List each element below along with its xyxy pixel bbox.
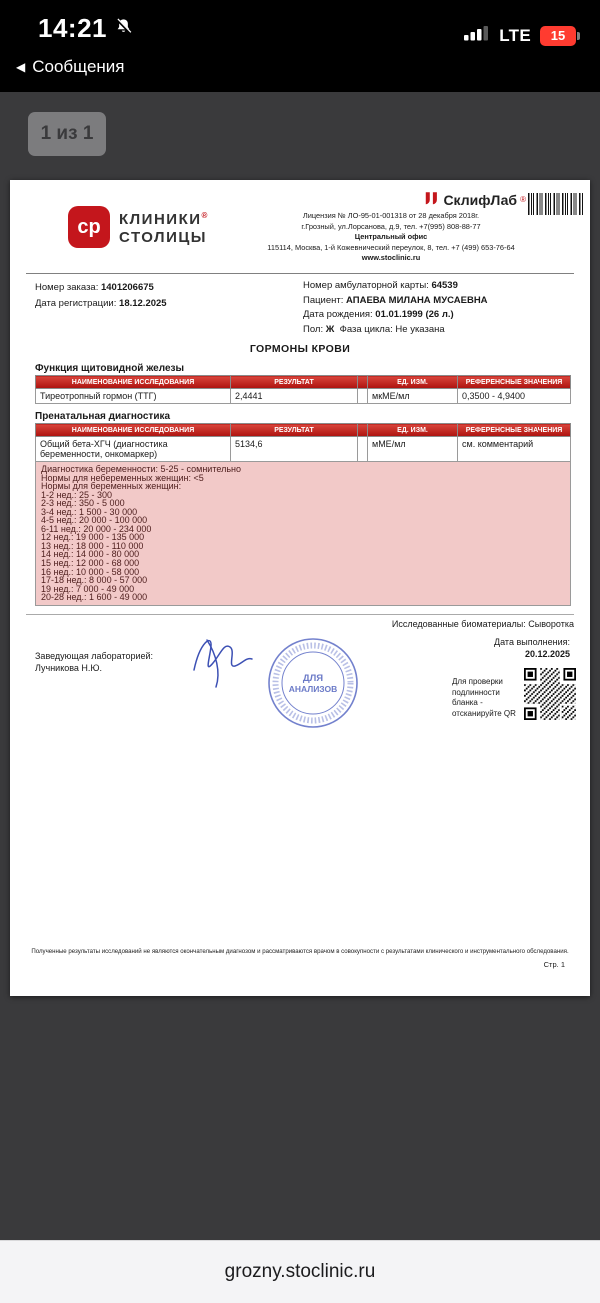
test-result: 5134,6	[231, 437, 358, 462]
prenatal-table	[35, 423, 571, 606]
license-line: Лицензия № ЛО-95-01-001318 от 28 декабря 2018г.	[302, 211, 480, 221]
network-type: LTE	[499, 25, 531, 45]
birth-date-line	[303, 308, 488, 323]
moscow-address-line: 115114, Москва, 1-й Кожевнический переулок, 8, тел. +7 (499) 653-76-64	[267, 242, 515, 252]
col-flag	[358, 424, 368, 437]
sex-label: Пол:	[303, 323, 324, 335]
test-units: мкМЕ/мл	[368, 389, 458, 404]
cycle-label: Фаза цикла:	[339, 323, 393, 335]
card-number-label: Номер амбулаторной карты:	[303, 280, 429, 291]
comment-line: 3-4 нед.: 1 500 - 30 000	[41, 506, 138, 517]
registered-mark: ®	[201, 211, 209, 220]
back-icon: ◀	[16, 60, 26, 74]
comment-line: Нормы для беременных женщин:	[41, 481, 182, 492]
patient-name: АПАЕВА МИЛАНА МУСАЕВНА	[346, 294, 488, 306]
sex-cycle-line	[303, 323, 488, 338]
battery-nub	[577, 32, 580, 40]
comment-line: 20-28 нед.: 1 600 - 49 000	[41, 592, 148, 603]
disclaimer: Полученные результаты исследований не являются окончательным диагнозом и рассматриваются врачом в совокупности с результатами клинического и инструментального обследования.	[31, 948, 569, 955]
card-number-value: 64539	[431, 280, 458, 291]
signal-bars-icon	[464, 25, 490, 46]
execution-date-block	[494, 636, 570, 660]
test-name: Тиреотропный гормон (ТТГ)	[36, 389, 231, 404]
table-row	[36, 389, 571, 404]
sklif-lab-logo	[254, 192, 528, 208]
comment-line: 12 нед.: 19 000 - 135 000	[41, 532, 145, 543]
browser-address-bar[interactable]	[0, 1240, 600, 1303]
registered-mark: ®	[520, 195, 526, 204]
comment-line: 4-5 нед.: 20 000 - 100 000	[41, 515, 148, 526]
stamp-text-line1: ДЛЯ	[302, 673, 324, 684]
report-title: ГОРМОНЫ КРОВИ	[249, 343, 351, 355]
execution-date-value: 20.12.2025	[524, 649, 570, 659]
col-result: РЕЗУЛЬТАТ	[231, 376, 358, 389]
back-to-messages-button[interactable]	[16, 57, 125, 77]
lab-contacts-block	[254, 192, 528, 263]
lab-head-label: Заведующая лабораторией:	[35, 651, 154, 661]
test-name: Общий бета-ХГЧ (диагностика беременности, онкомаркер)	[36, 437, 231, 462]
header-divider	[26, 273, 574, 274]
section-title-prenatal: Пренатальная диагностика	[35, 411, 171, 422]
stamp-text-line2: АНАЛИЗОВ	[288, 684, 338, 694]
section-title-thyroid: Функция щитовидной железы	[35, 363, 185, 374]
comment-line: 19 нед.: 7 000 - 49 000	[41, 583, 135, 594]
comment-line: 13 нед.: 18 000 - 110 000	[41, 540, 144, 551]
col-flag	[358, 376, 368, 389]
order-number-value: 1401206675	[100, 282, 154, 293]
website: www.stoclinic.ru	[361, 253, 421, 263]
comment-line: Нормы для небеременных женщин: <5	[41, 472, 204, 483]
patient-label: Пациент:	[303, 294, 344, 306]
col-name: НАИМЕНОВАНИЕ ИССЛЕДОВАНИЯ	[36, 424, 231, 437]
lab-name: СклифЛаб	[443, 192, 518, 208]
status-time-row	[38, 13, 133, 44]
table-row	[36, 437, 571, 462]
status-bar	[0, 0, 600, 92]
test-reference: см. комментарий	[458, 437, 571, 462]
registration-date-line	[35, 296, 167, 312]
order-number-label: Номер заказа:	[35, 282, 99, 293]
test-reference: 0,3500 - 4,9400	[458, 389, 571, 404]
clinic-logo	[68, 206, 209, 248]
cycle-value: Не указана	[395, 323, 445, 335]
sex-value: Ж	[325, 323, 335, 335]
birth-date-value: 01.01.1999 (26 л.)	[375, 309, 454, 320]
clinic-name-line1: КЛИНИКИ	[119, 211, 202, 228]
col-reference: РЕФЕРЕНСНЫЕ ЗНАЧЕНИЯ	[458, 424, 571, 437]
table-header-row	[36, 424, 571, 437]
col-name: НАИМЕНОВАНИЕ ИССЛЕДОВАНИЯ	[36, 376, 231, 389]
sklif-lab-icon	[424, 192, 440, 208]
test-units: мМЕ/мл	[368, 437, 458, 462]
col-result: РЕЗУЛЬТАТ	[231, 424, 358, 437]
card-number-line	[303, 279, 488, 294]
status-indicators	[464, 25, 580, 46]
page-number: Стр. 1	[543, 960, 565, 969]
test-flag	[358, 389, 368, 404]
comment-line: 2-3 нед.: 350 - 5 000	[41, 498, 125, 509]
battery-percent: 15	[540, 26, 576, 46]
clinic-name	[119, 207, 209, 247]
clinic-logo-icon	[68, 206, 110, 248]
comment-line: 6-11 нед.: 20 000 - 234 000	[41, 523, 152, 534]
order-number-line	[35, 280, 167, 296]
central-office-label: Центральный офис	[354, 232, 428, 242]
col-units: ЕД. ИЗМ.	[368, 424, 458, 437]
col-units: ЕД. ИЗМ.	[368, 376, 458, 389]
patient-info	[303, 279, 488, 337]
comment-row	[36, 462, 571, 606]
barcode	[528, 193, 584, 215]
url-text: grozny.stoclinic.ru	[224, 1261, 376, 1282]
clinic-name-line2: СТОЛИЦЫ	[119, 229, 207, 246]
comment-line: 17-18 нед.: 8 000 - 57 000	[41, 575, 148, 586]
lab-head-block	[35, 650, 153, 674]
comment-line: 1-2 нед.: 25 - 300	[41, 489, 113, 500]
patient-line	[303, 294, 488, 309]
notifications-muted-icon	[114, 17, 133, 41]
lab-report-document	[10, 180, 590, 996]
thyroid-table	[35, 375, 571, 404]
comment-line: 15 нед.: 12 000 - 68 000	[41, 558, 140, 569]
test-result: 2,4441	[231, 389, 358, 404]
comment-line: 16 нед.: 10 000 - 58 000	[41, 566, 140, 577]
back-label: Сообщения	[32, 57, 125, 76]
comment-line: 14 нед.: 14 000 - 80 000	[41, 549, 140, 560]
order-info	[35, 280, 167, 312]
logo-monogram: ср	[77, 215, 101, 238]
col-reference: РЕФЕРЕНСНЫЕ ЗНАЧЕНИЯ	[458, 376, 571, 389]
biomaterials-line: Исследованные биоматериалы: Сыворотка	[26, 614, 574, 629]
qr-hint: Для проверки подлинности бланка - отсканируйте QR	[452, 677, 516, 718]
page-indicator: 1 из 1	[28, 112, 106, 156]
battery-icon	[540, 26, 580, 46]
qr-code	[524, 668, 576, 720]
grozny-address-line: г.Грозный, ул.Лорсанова, д.9, тел. +7(995) 808-88-77	[301, 221, 481, 231]
comment-line: Диагностика беременности: 5-25 - сомнительно	[41, 464, 241, 474]
registration-date-value: 18.12.2025	[119, 298, 167, 309]
comment-block	[36, 462, 571, 606]
lab-head-name: Лучникова Н.Ю.	[35, 663, 103, 673]
table-header-row	[36, 376, 571, 389]
execution-date-label: Дата выполнения:	[494, 637, 570, 647]
lab-stamp	[265, 635, 361, 731]
birth-date-label: Дата рождения:	[303, 309, 373, 320]
registration-date-label: Дата регистрации:	[35, 298, 117, 309]
test-flag	[358, 437, 368, 462]
clock: 14:21	[38, 13, 107, 43]
